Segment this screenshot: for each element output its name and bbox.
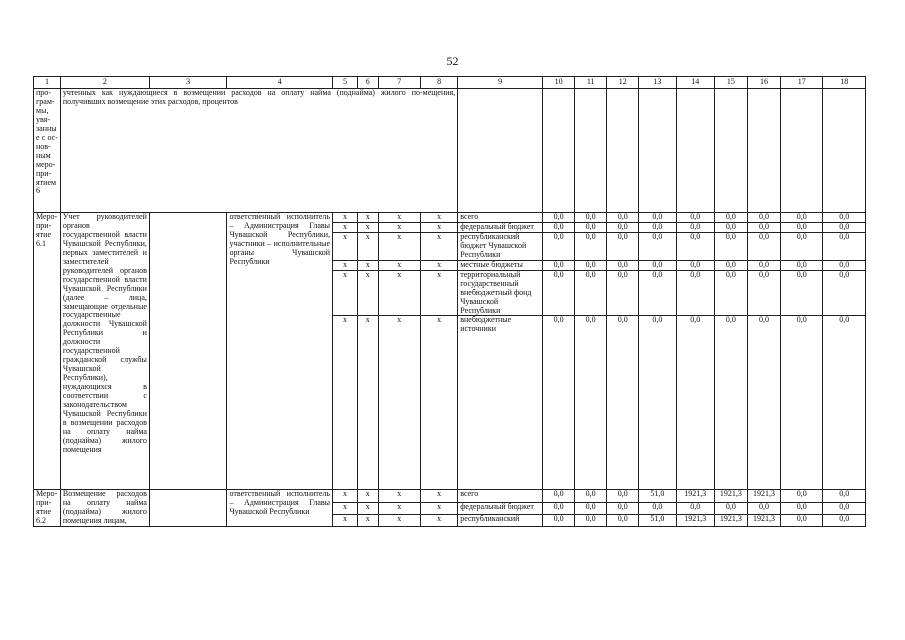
event-col3 — [149, 213, 227, 490]
column-number-row — [34, 77, 866, 89]
col-number: 14 — [676, 77, 714, 89]
funding-source: республиканский — [458, 515, 543, 527]
code-cell: х — [420, 232, 457, 260]
code-cell: х — [333, 316, 358, 490]
value-cell: 0,0 — [676, 260, 714, 270]
code-cell: х — [420, 260, 457, 270]
col-number: 16 — [747, 77, 780, 89]
value-cell: 0,0 — [823, 490, 866, 502]
value-cell: 0,0 — [823, 502, 866, 514]
value-cell: 0,0 — [607, 502, 639, 514]
code-cell: х — [357, 316, 378, 490]
value-cell: 0,0 — [639, 260, 676, 270]
indicator-text: учтенных как нуждающиеся в возмещении расходов на оплату найма (поднайма) жилого по-мещения, получивших возмещение этих расходов, процентов — [60, 89, 457, 213]
value-cell: 1921,3 — [714, 515, 747, 527]
funding-source: федеральный бюджет — [458, 502, 543, 514]
value-cell: 0,0 — [676, 316, 714, 490]
col-number: 9 — [458, 77, 543, 89]
col-number: 2 — [60, 77, 149, 89]
value-cell: 0,0 — [714, 502, 747, 514]
value-cell: 0,0 — [747, 502, 780, 514]
value-cell: 0,0 — [747, 232, 780, 260]
code-cell: х — [333, 232, 358, 260]
code-cell: х — [378, 213, 420, 223]
col-number: 3 — [149, 77, 227, 89]
code-cell: х — [357, 232, 378, 260]
value-cell: 0,0 — [747, 316, 780, 490]
col-number: 17 — [781, 77, 823, 89]
col-number: 5 — [333, 77, 358, 89]
value-cell: 1921,3 — [676, 515, 714, 527]
value-cell: 0,0 — [714, 270, 747, 316]
value-cell: 0,0 — [823, 222, 866, 232]
value-cell: 0,0 — [781, 270, 823, 316]
funding-source: федеральный бюджет — [458, 222, 543, 232]
value-cell: 0,0 — [781, 260, 823, 270]
value-cell: 0,0 — [639, 316, 676, 490]
code-cell: х — [378, 260, 420, 270]
value-cell: 0,0 — [714, 316, 747, 490]
event-id: Меро-при-ятие 6.1 — [34, 213, 61, 490]
code-cell: х — [333, 515, 358, 527]
code-cell: х — [420, 515, 457, 527]
value-cell: 0,0 — [781, 316, 823, 490]
code-cell: х — [420, 502, 457, 514]
value-cell: 1921,3 — [676, 490, 714, 502]
value-cell: 0,0 — [676, 232, 714, 260]
code-cell: х — [378, 502, 420, 514]
indicator-col1: про-грам-мы, увя-занные с ос-нов-ным меро-при-ятием 6 — [34, 89, 61, 213]
value-cell: 0,0 — [543, 213, 575, 223]
col-number: 13 — [639, 77, 676, 89]
event-row — [34, 490, 866, 502]
value-cell: 0,0 — [823, 270, 866, 316]
col-number: 8 — [420, 77, 457, 89]
col-number: 10 — [543, 77, 575, 89]
value-cell: 0,0 — [639, 502, 676, 514]
value-cell: 0,0 — [823, 260, 866, 270]
value-cell: 0,0 — [575, 213, 607, 223]
event-executor: ответственный исполнитель – Администрация Главы Чувашской Республики — [227, 490, 333, 527]
value-cell: 0,0 — [676, 502, 714, 514]
funding-source: всего — [458, 213, 543, 223]
code-cell: х — [357, 502, 378, 514]
value-cell: 0,0 — [543, 232, 575, 260]
event-id: Меро-при-ятие 6.2 — [34, 490, 61, 527]
value-cell: 0,0 — [747, 270, 780, 316]
code-cell: х — [378, 316, 420, 490]
value-cell: 0,0 — [639, 222, 676, 232]
funding-source: республиканский бюджет Чувашской Республики — [458, 232, 543, 260]
value-cell: 0,0 — [823, 515, 866, 527]
value-cell: 0,0 — [575, 515, 607, 527]
value-cell: 0,0 — [747, 260, 780, 270]
code-cell: х — [378, 490, 420, 502]
value-cell: 0,0 — [781, 232, 823, 260]
col-number: 18 — [823, 77, 866, 89]
code-cell: х — [420, 222, 457, 232]
code-cell: х — [333, 260, 358, 270]
code-cell: х — [420, 270, 457, 316]
code-cell: х — [357, 260, 378, 270]
value-cell: 0,0 — [639, 213, 676, 223]
value-cell: 0,0 — [543, 515, 575, 527]
code-cell: х — [333, 502, 358, 514]
funding-source: местные бюджеты — [458, 260, 543, 270]
value-cell: 0,0 — [543, 502, 575, 514]
value-cell: 0,0 — [607, 316, 639, 490]
code-cell: х — [357, 515, 378, 527]
value-cell: 0,0 — [575, 270, 607, 316]
value-cell: 0,0 — [747, 222, 780, 232]
funding-source: всего — [458, 490, 543, 502]
code-cell: х — [378, 222, 420, 232]
value-cell: 1921,3 — [747, 515, 780, 527]
value-cell: 0,0 — [575, 222, 607, 232]
code-cell: х — [357, 222, 378, 232]
value-cell: 0,0 — [781, 515, 823, 527]
value-cell: 0,0 — [575, 232, 607, 260]
program-table — [33, 76, 866, 527]
value-cell: 51,0 — [639, 490, 676, 502]
page-number: 52 — [446, 54, 459, 68]
funding-source: внебюджетные источники — [458, 316, 543, 490]
col-number: 6 — [357, 77, 378, 89]
code-cell: х — [378, 515, 420, 527]
value-cell: 0,0 — [676, 222, 714, 232]
value-cell: 0,0 — [781, 213, 823, 223]
col-number: 1 — [34, 77, 61, 89]
code-cell: х — [378, 270, 420, 316]
event-executor: ответственный исполнитель – Администрация Главы Чувашской Республики, участники – исполнительные органы Чувашской Республики — [227, 213, 333, 490]
event-col3 — [149, 490, 227, 527]
value-cell: 0,0 — [575, 316, 607, 490]
value-cell: 0,0 — [607, 490, 639, 502]
event-description: Возмещение расходов на оплату найма (поднайма) жилого помещения лицам, — [60, 490, 149, 527]
value-cell: 0,0 — [607, 222, 639, 232]
value-cell: 0,0 — [714, 222, 747, 232]
value-cell: 0,0 — [607, 232, 639, 260]
code-cell: х — [333, 490, 358, 502]
col-number: 15 — [714, 77, 747, 89]
value-cell: 0,0 — [676, 270, 714, 316]
value-cell: 0,0 — [543, 316, 575, 490]
col-number: 11 — [575, 77, 607, 89]
col-number: 12 — [607, 77, 639, 89]
value-cell: 0,0 — [607, 270, 639, 316]
value-cell: 0,0 — [781, 490, 823, 502]
code-cell: х — [333, 270, 358, 316]
value-cell: 0,0 — [781, 222, 823, 232]
value-cell: 0,0 — [823, 232, 866, 260]
value-cell: 0,0 — [575, 490, 607, 502]
code-cell: х — [378, 232, 420, 260]
value-cell: 0,0 — [747, 213, 780, 223]
value-cell: 0,0 — [714, 232, 747, 260]
value-cell: 0,0 — [607, 515, 639, 527]
code-cell: х — [420, 213, 457, 223]
value-cell: 0,0 — [714, 260, 747, 270]
value-cell: 1921,3 — [747, 490, 780, 502]
event-row — [34, 213, 866, 223]
indicator-row — [34, 89, 866, 213]
value-cell: 0,0 — [543, 270, 575, 316]
value-cell: 0,0 — [823, 316, 866, 490]
value-cell: 1921,3 — [714, 490, 747, 502]
value-cell: 0,0 — [781, 502, 823, 514]
col-number: 4 — [227, 77, 333, 89]
value-cell: 0,0 — [639, 270, 676, 316]
col-number: 7 — [378, 77, 420, 89]
value-cell: 0,0 — [823, 213, 866, 223]
code-cell: х — [420, 490, 457, 502]
funding-source: территориальный государственный внебюджетный фонд Чувашской Республики — [458, 270, 543, 316]
value-cell: 0,0 — [714, 213, 747, 223]
event-description: Учет руководителей органов государственной власти Чувашской Республики, первых заместителей и заместителей руководителей органов государственной власти Чувашской Республики (далее – лица, замещающие отдельные государственные должности Чувашской Республики и должности государственной гражданской службы Чувашской Республики), нуждающихся в соответствии с законодательством Чувашской Республики в возмещении расходов на оплату найма (поднайма) жилого помещения — [60, 213, 149, 490]
value-cell: 0,0 — [575, 502, 607, 514]
value-cell: 0,0 — [543, 260, 575, 270]
value-cell: 0,0 — [676, 213, 714, 223]
value-cell: 0,0 — [543, 490, 575, 502]
code-cell: х — [333, 222, 358, 232]
value-cell: 0,0 — [607, 260, 639, 270]
code-cell: х — [357, 270, 378, 316]
code-cell: х — [420, 316, 457, 490]
value-cell: 51,0 — [639, 515, 676, 527]
value-cell: 0,0 — [575, 260, 607, 270]
value-cell: 0,0 — [607, 213, 639, 223]
value-cell: 0,0 — [639, 232, 676, 260]
code-cell: х — [333, 213, 358, 223]
code-cell: х — [357, 213, 378, 223]
code-cell: х — [357, 490, 378, 502]
value-cell: 0,0 — [543, 222, 575, 232]
